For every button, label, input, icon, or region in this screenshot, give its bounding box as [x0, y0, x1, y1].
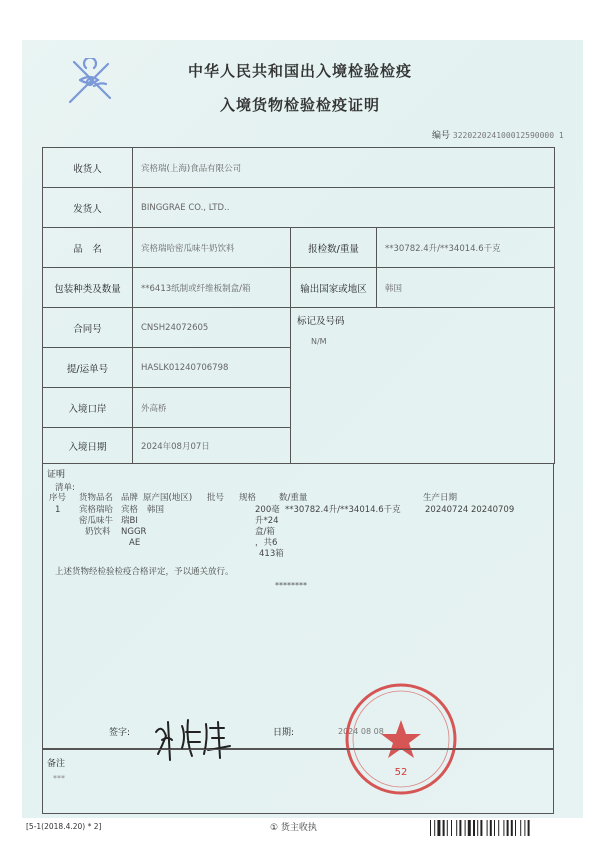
- marks-value: N/M: [311, 337, 327, 346]
- remark-value: ***: [53, 774, 65, 783]
- row-spec-1: 200毫: [255, 505, 280, 515]
- consignee-value: 宾格瑞(上海)食品有限公司: [133, 148, 555, 188]
- row-brand-1: 宾格: [121, 505, 139, 515]
- stars-line: ********: [275, 581, 307, 590]
- statement: 上述货物经检验检疫合格评定，予以通关放行。: [55, 567, 234, 577]
- form-code: [5-1(2018.4.20) * 2]: [26, 822, 102, 831]
- sign-date-label: 日期:: [273, 728, 295, 738]
- row-brand-2: 瑞BI: [121, 516, 138, 526]
- row-name-2: 密瓜味牛: [79, 516, 114, 526]
- barcode: [430, 820, 578, 836]
- proof-section: [42, 463, 554, 749]
- consignor-value: BINGGRAE CO., LTD..: [133, 188, 555, 228]
- col-qty: 数/重量: [279, 493, 308, 503]
- row-name-3: 奶饮料: [85, 527, 111, 537]
- port-label: 入境口岸: [43, 388, 133, 428]
- marks-label: 标记及号码: [297, 316, 345, 327]
- product-label: 品 名: [43, 228, 133, 268]
- proof-label: 证明: [47, 470, 66, 480]
- remark-section: [42, 749, 554, 814]
- entry-date-label: 入境日期: [43, 428, 133, 464]
- col-brand: 品牌: [121, 493, 139, 503]
- cert-no-label: 编号: [432, 131, 451, 141]
- packing-label: 包装种类及数量: [43, 268, 133, 308]
- origin-label: 输出国家或地区: [291, 268, 377, 308]
- row-origin: 韩国: [147, 505, 165, 515]
- cert-no-value: 322022024100012590000 1: [452, 131, 564, 140]
- copy-holder: ① 货主收执: [270, 823, 317, 833]
- origin-value: 韩国: [377, 268, 555, 308]
- certificate-number: [432, 128, 564, 141]
- col-spec: 规格: [239, 493, 257, 503]
- row-brand-3: NGGR: [121, 527, 147, 537]
- row-name-1: 宾格瑞哈: [79, 505, 114, 515]
- col-batch: 批号: [207, 493, 225, 503]
- row-spec-2: 升*24: [255, 516, 279, 526]
- col-origin: 原产国(地区): [143, 493, 193, 503]
- remark-label: 备注: [47, 759, 66, 769]
- bl-label: 提/运单号: [43, 348, 133, 388]
- stamp-number: 52: [394, 767, 408, 778]
- entry-date-value: 2024年08月07日: [133, 428, 291, 464]
- row-qty: **30782.4升/**34014.6千克: [285, 505, 401, 515]
- contract-label: 合同号: [43, 308, 133, 348]
- quantity-value: **30782.4升/**34014.6千克: [377, 228, 555, 268]
- list-label: 清单:: [55, 483, 75, 493]
- contract-value: CNSH24072605: [133, 308, 291, 348]
- bl-value: HASLK01240706798: [133, 348, 291, 388]
- col-name: 货物品名: [79, 493, 114, 503]
- col-date: 生产日期: [423, 493, 458, 503]
- product-value: 宾格瑞哈密瓜味牛奶饮料: [133, 228, 291, 268]
- quantity-label: 报检数/重量: [291, 228, 377, 268]
- sign-date-value: 2024 08 08: [338, 727, 384, 736]
- certificate-form: [42, 147, 555, 464]
- consignor-label: 发货人: [43, 188, 133, 228]
- col-seq: 序号: [49, 493, 67, 503]
- row-spec-3: 盒/箱: [255, 527, 275, 537]
- row-spec-4: ，共6: [255, 538, 278, 548]
- row-date: 20240724 20240709: [425, 505, 515, 515]
- row-seq: 1: [55, 505, 61, 515]
- packing-value: **6413纸制或纤维板制盒/箱: [133, 268, 291, 308]
- document-subtitle: 入境货物检验检疫证明: [219, 96, 380, 114]
- sign-label: 签字:: [109, 728, 131, 738]
- port-value: 外高桥: [133, 388, 291, 428]
- marks-cell: [291, 308, 555, 464]
- row-brand-4: AE: [129, 538, 141, 548]
- row-spec-5: 413箱: [259, 549, 284, 559]
- consignee-label: 收货人: [43, 148, 133, 188]
- document-title: 中华人民共和国出入境检验检疫: [187, 62, 412, 80]
